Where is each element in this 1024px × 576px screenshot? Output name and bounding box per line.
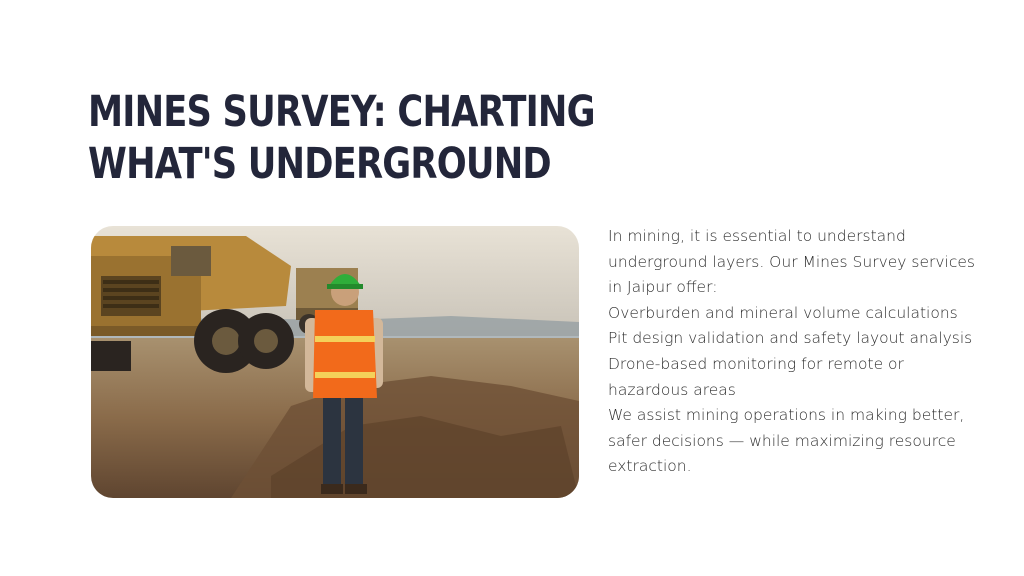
slide-title-line-1: MINES SURVEY: CHARTING [88, 87, 595, 137]
body-item-drone: Drone-based monitoring for remote or hazardous areas [608, 354, 904, 399]
mine-site-illustration [91, 226, 579, 498]
mine-site-photo [91, 226, 579, 498]
body-intro: In mining, it is essential to understand underground layers. Our Mines Survey services in Jaipur offer: [608, 227, 975, 297]
slide-body [608, 224, 978, 480]
body-item-volume: Overburden and mineral volume calculations [608, 303, 958, 322]
body-conclusion: We assist mining operations in making better, safer decisions — while maximizing resource extraction. [608, 406, 965, 476]
slide-title-line-2: WHAT'S UNDERGROUND [88, 139, 551, 189]
body-item-pit-design: Pit design validation and safety layout analysis [608, 329, 973, 348]
slide-title [88, 86, 595, 190]
